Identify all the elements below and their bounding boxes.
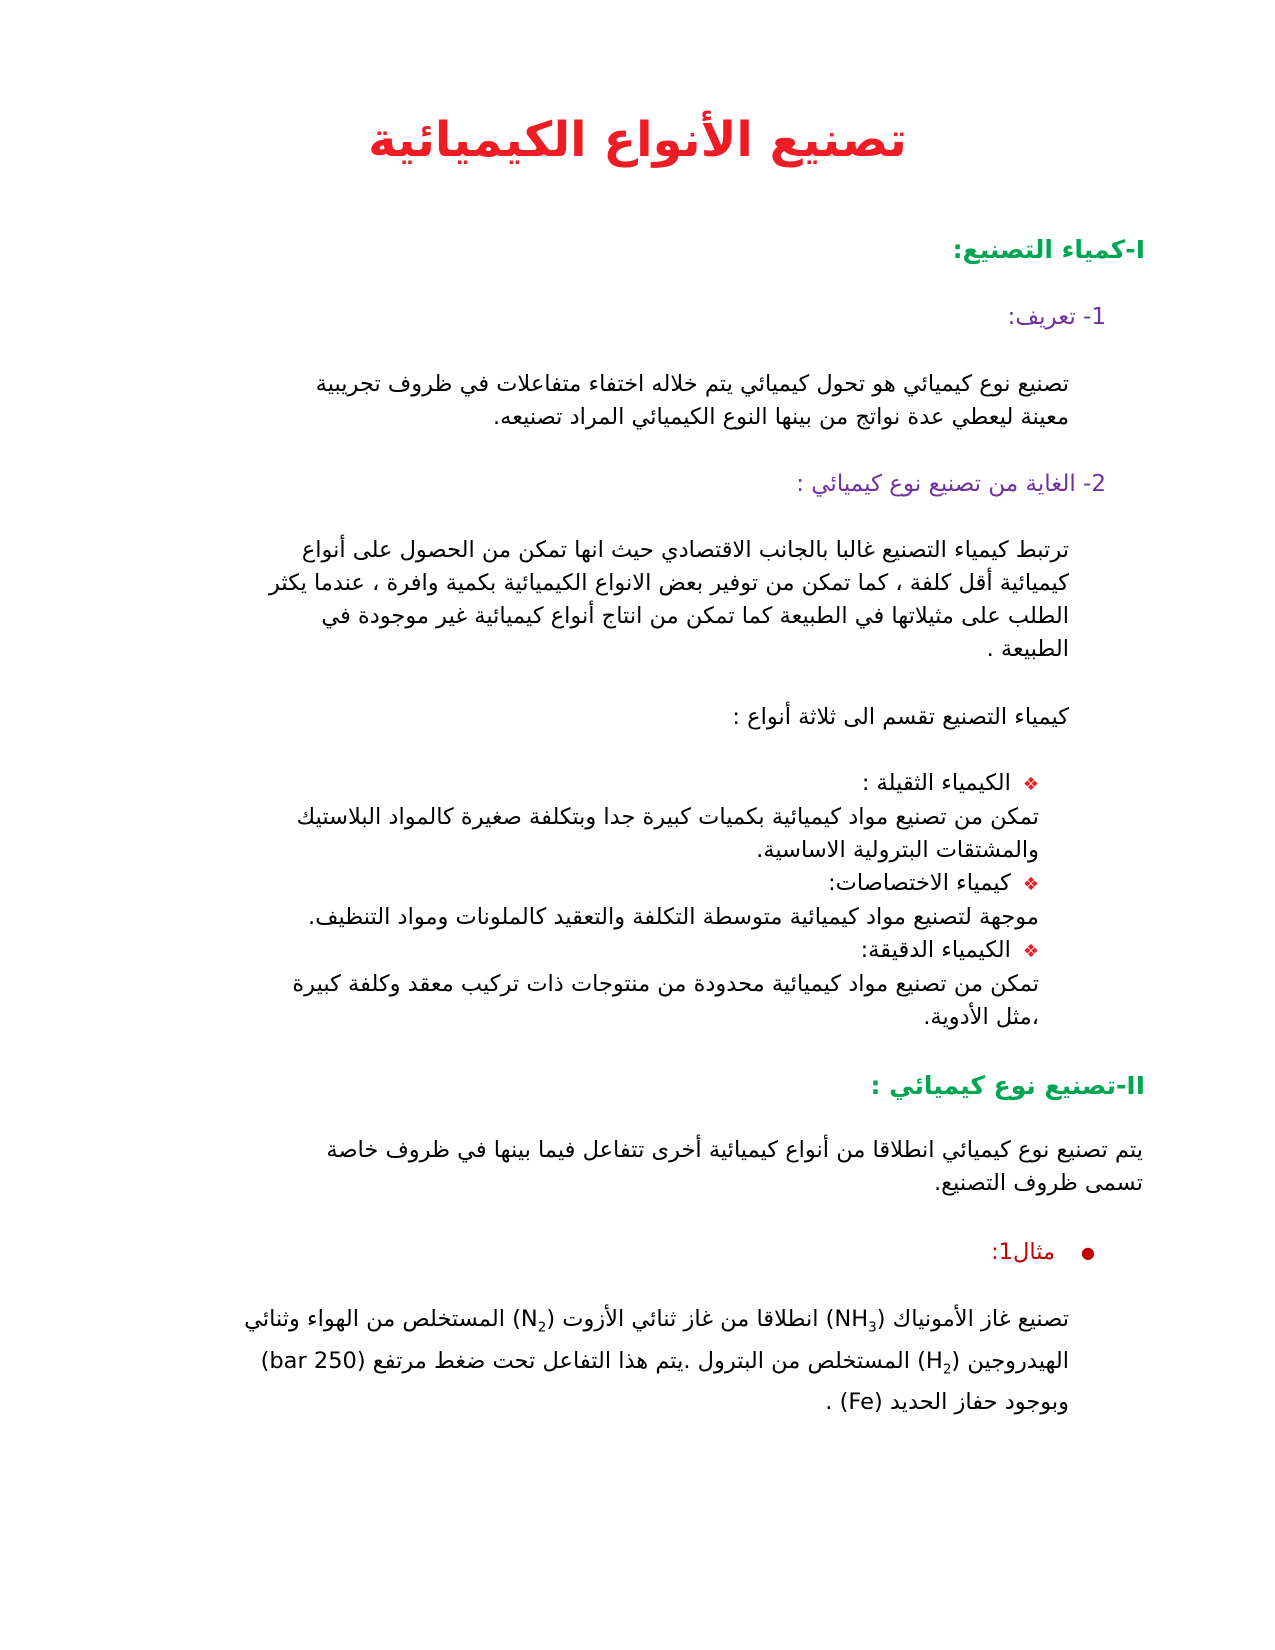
purpose-line: الطلب على مثيلاتها في الطبيعة كما تمكن من انتاج أنواع كيميائية غير موجودة في [321, 603, 1069, 629]
synthesis-line: تسمى ظروف التصنيع. [933, 1170, 1143, 1196]
definition-subheading: 1- تعريف: [1007, 304, 1106, 330]
purpose-line: كيميائية أقل كلفة ، كما تمكن من توفير بعض الانواع الكيميائية بكمية وافرة ، عندما يكثر [268, 570, 1069, 596]
page-title: تصنيع الأنواع الكيميائية [368, 112, 907, 168]
definition-line: معينة ليعطي عدة نواتج من بينها النوع الكيميائي المراد تصنيعه. [493, 404, 1069, 430]
type-desc-line: تمكن من تصنيع مواد كيميائية محدودة من منتوجات ذات تركيب معقد وكلفة كبيرة [292, 971, 1039, 997]
definition-paragraph [316, 368, 1069, 434]
purpose-subheading: 2- الغاية من تصنيع نوع كيميائي : [796, 471, 1106, 497]
example-line: الهيدروجين $(H_2)$ المستخلص من البترول .يتم هذا التفاعل تحت ضغط مرتفع (250 bar) [260, 1347, 1069, 1377]
type-name: الكيمياء الثقيلة : [861, 770, 1011, 796]
definition-line: تصنيع نوع كيميائي هو تحول كيميائي يتم خلاله اختفاء متفاعلات في ظروف تجريبية [315, 371, 1069, 397]
purpose-line: الطبيعة . [986, 636, 1069, 662]
dot-bullet-icon: ● [1081, 1243, 1095, 1262]
type-item-heavy [292, 767, 1039, 801]
types-intro: كيمياء التصنيع تقسم الى ثلاثة أنواع : [732, 704, 1069, 730]
type-name: الكيمياء الدقيقة: [860, 937, 1011, 963]
type-item-fine [292, 934, 1039, 968]
section-1-heading: I-كمياء التصنيع: [952, 235, 1145, 264]
type-desc-line: تمكن من تصنيع مواد كيميائية بكميات كبيرة جدا وبتكلفة صغيرة كالمواد البلاستيك [296, 804, 1039, 830]
example-paragraph [244, 1303, 1069, 1419]
section-2-heading: II-تصنيع نوع كيميائي : [870, 1071, 1145, 1100]
purpose-paragraph [269, 534, 1069, 666]
example-label-row [991, 1236, 1095, 1269]
type-desc-line: والمشتقات البترولية الاساسية. [756, 837, 1039, 863]
type-item-specialty [292, 867, 1039, 901]
diamond-bullet-icon: ❖ [1022, 774, 1039, 795]
purpose-line: ترتبط كيمياء التصنيع غالبا بالجانب الاقتصادي حيث انها تمكن من الحصول على أنواع [301, 537, 1069, 563]
types-list [292, 767, 1039, 1034]
synthesis-line: يتم تصنيع نوع كيميائي انطلاقا من أنواع كيميائية أخرى تتفاعل فيما بينها في ظروف خاصة [326, 1137, 1143, 1163]
example-label: مثال1: [991, 1239, 1056, 1265]
example-line: وبوجود حفاز الحديد (Fe) . [825, 1389, 1069, 1415]
example-line: تصنيع غاز الأمونياك $(NH_3)$ انطلاقا من غاز ثنائي الأزوت $(N_2)$ المستخلص من الهواء وثنائي [244, 1306, 1069, 1336]
type-desc-line: موجهة لتصنيع مواد كيميائية متوسطة التكلفة والتعقيد كالملونات ومواد التنظيف. [308, 904, 1039, 930]
diamond-bullet-icon: ❖ [1022, 941, 1039, 962]
type-name: كيمياء الاختصاصات: [828, 870, 1011, 896]
diamond-bullet-icon: ❖ [1022, 874, 1039, 895]
synthesis-intro [326, 1134, 1143, 1200]
type-desc-line: ،مثل الأدوية. [923, 1004, 1039, 1030]
